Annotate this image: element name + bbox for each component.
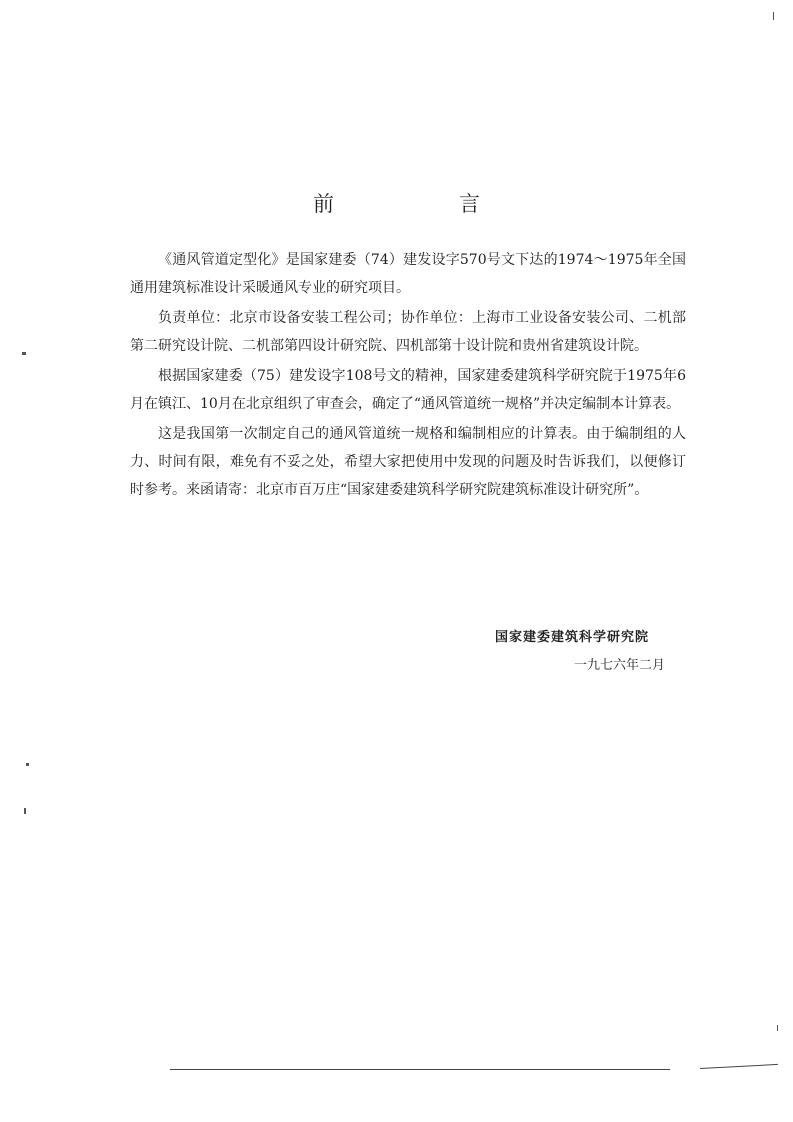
signature-block (495, 624, 665, 680)
signature-date: 一九七六年二月 (573, 658, 665, 673)
paragraph-1: 《通风管道定型化》是国家建委（74）建发设字570号文下达的1974～1975年全国通用建筑标准设计采暖通风专业的研究项目。 (130, 252, 686, 296)
scan-speck (24, 808, 26, 814)
document-body (130, 246, 686, 506)
scan-speck (773, 12, 774, 20)
paragraph-4: 这是我国第一次制定自己的通风管道统一规格和编制相应的计算表。由于编制组的人力、时间有限，难免有不妥之处，希望大家把使用中发现的问题及时告诉我们，以便修订时参考。来函请寄：北京市百万庄“国家建委建筑科学研究院建筑标准设计研究所”。 (130, 426, 686, 498)
signature-organization: 国家建委建筑科学研究院 (494, 630, 649, 645)
paragraph-3: 根据国家建委（75）建发设字108号文的精神，国家建委建筑科学研究院于1975年6月在镇江、10月在北京组织了审查会，确定了“通风管道统一规格”并决定编制本计算表。 (130, 368, 686, 412)
scan-speck (22, 352, 26, 355)
scan-speck (26, 763, 29, 766)
scan-edge-line (700, 1064, 778, 1069)
scan-edge-line (170, 1069, 670, 1070)
paragraph-2: 负责单位：北京市设备安装工程公司；协作单位：上海市工业设备安装公司、二机部第二研究设计院、二机部第四设计研究院、四机部第十设计院和贵州省建筑设计院。 (130, 310, 686, 354)
page-title: 前 言 (313, 192, 532, 216)
scan-speck (777, 1025, 778, 1031)
